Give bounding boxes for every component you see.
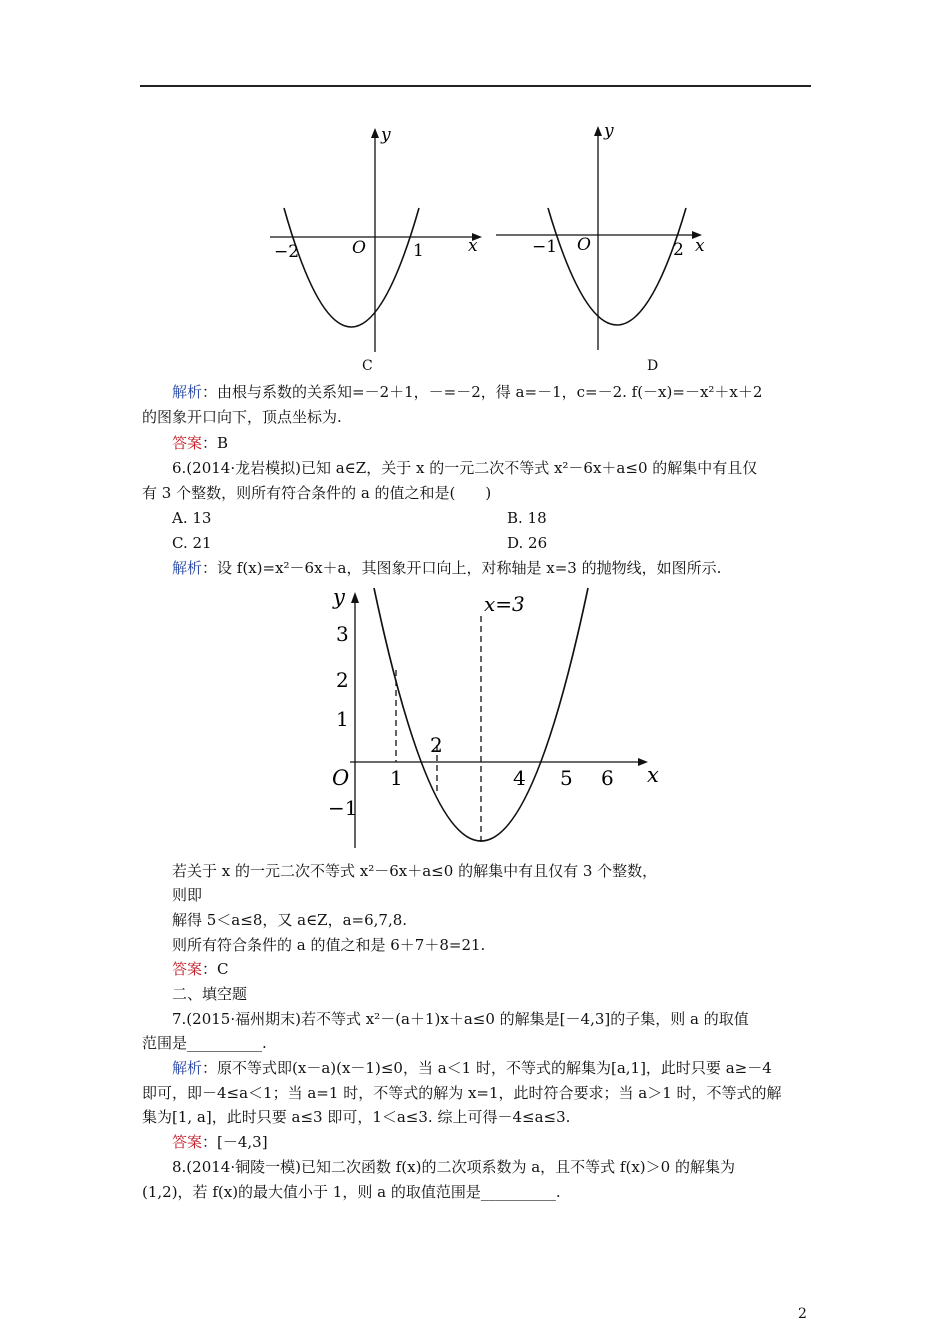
q5-analysis-text: ：由根与系数的关系知=－2＋1，－=－2，得 a=－1，c=－2. f(－x)=－x²＋x＋2 [202,383,763,401]
q6-stem-2: 有 3 个整数，则所有符合条件的 a 的值之和是( ) [142,484,492,502]
main-x-tick-4: 4 [513,766,526,790]
q5-analysis-label: 解析 [172,383,203,401]
q7-analysis-3: 集为[1, a]，此时只要 a≤3 即可，1＜a≤3. 综上可得－4≤a≤3. [142,1108,571,1126]
main-x-tick-6: 6 [601,766,614,790]
q5-analysis [172,381,822,403]
q6-option-d: D. 26 [507,534,548,552]
main-x-tick-1: 1 [390,766,403,790]
main-axis-note: x=3 [484,592,525,616]
q5-answer-label: 答案 [172,434,203,452]
figure-c-tick-right: 1 [413,241,424,261]
q5-answer-text: ：B [202,434,229,452]
figure-d-caption: D [647,358,659,374]
figure-d [490,118,720,358]
q6-analysis [172,557,822,579]
figure-c-tick-left: −2 [274,242,300,262]
q6-option-c: C. 21 [172,534,212,552]
section-heading: 二、填空题 [172,985,248,1003]
q6-after-2: 则即 [172,886,203,904]
q5-analysis-cont: 的图象开口向下，顶点坐标为. [142,408,342,426]
page-number: 2 [798,1306,807,1322]
figure-c-y-label: y [381,125,391,145]
q6-after-4: 则所有符合条件的 a 的值之和是 6＋7＋8=21. [172,936,486,954]
figure-c-origin: O [352,238,366,258]
main-origin: O [332,766,350,790]
figure-c-x-label: x [468,236,478,256]
main-y-tick-2: 2 [336,668,349,692]
figure-c-caption: C [362,358,373,374]
q7-stem-1: 7.(2015·福州期末)若不等式 x²－(a＋1)x＋a≤0 的解集是[－4,3]的子集，则 a 的取值 [172,1010,749,1028]
q6-answer [172,958,822,980]
figure-d-tick-right: 2 [673,240,684,260]
q6-option-b: B. 18 [507,509,547,527]
figure-d-x-label: x [695,236,705,256]
q7-analysis-2: 即可，即－4≤a＜1；当 a=1 时，不等式的解为 x=1，此时符合要求；当 a＞1 时，不等式的解 [142,1084,782,1102]
main-y-label: y [333,585,345,609]
figure-d-tick-left: −1 [532,237,558,257]
q6-after-3: 解得 5＜a≤8，又 a∈Z，a=6,7,8. [172,911,408,929]
main-y-tick-3: 3 [336,622,349,646]
figure-main [320,582,670,852]
main-y-tick-neg1: −1 [328,796,358,820]
q7-answer-text: ：[－4,3] [202,1133,268,1151]
main-y-tick-1: 1 [336,707,349,731]
q6-after-1: 若关于 x 的一元二次不等式 x²－6x＋a≤0 的解集中有且仅有 3 个整数， [172,862,658,880]
main-x-label: x [647,763,659,787]
q8-stem-2: (1,2)，若 f(x)的最大值小于 1，则 a 的取值范围是__________. [142,1183,561,1201]
header-rule [140,85,811,87]
q7-analysis-text: ：原不等式即(x－a)(x－1)≤0，当 a＜1 时，不等式的解集为[a,1]，此时只要 a≥－4 [202,1059,772,1077]
q6-answer-label: 答案 [172,960,203,978]
q7-analysis [172,1057,822,1079]
q7-analysis-label: 解析 [172,1059,203,1077]
q7-stem-2: 范围是__________. [142,1034,267,1052]
q6-answer-text: ：C [202,960,229,978]
figure-d-y-label: y [604,121,614,141]
q5-answer [172,432,822,454]
q6-option-a: A. 13 [172,509,212,527]
q6-stem-1: 6.(2014·龙岩模拟)已知 a∈Z，关于 x 的一元二次不等式 x²－6x＋a≤0 的解集中有且仅 [172,459,758,477]
main-x-tick-2: 2 [430,733,443,757]
q7-answer-label: 答案 [172,1133,203,1151]
figure-d-origin: O [577,235,591,255]
q8-stem-1: 8.(2014·铜陵一模)已知二次函数 f(x)的二次项系数为 a，且不等式 f(x)＞0 的解集为 [172,1158,735,1176]
q6-analysis-label: 解析 [172,559,203,577]
main-x-tick-5: 5 [560,766,573,790]
q7-answer [172,1131,822,1153]
q6-analysis-text: ：设 f(x)=x²－6x＋a，其图象开口向上，对称轴是 x=3 的抛物线，如图所示. [202,559,722,577]
figure-c [260,120,490,360]
